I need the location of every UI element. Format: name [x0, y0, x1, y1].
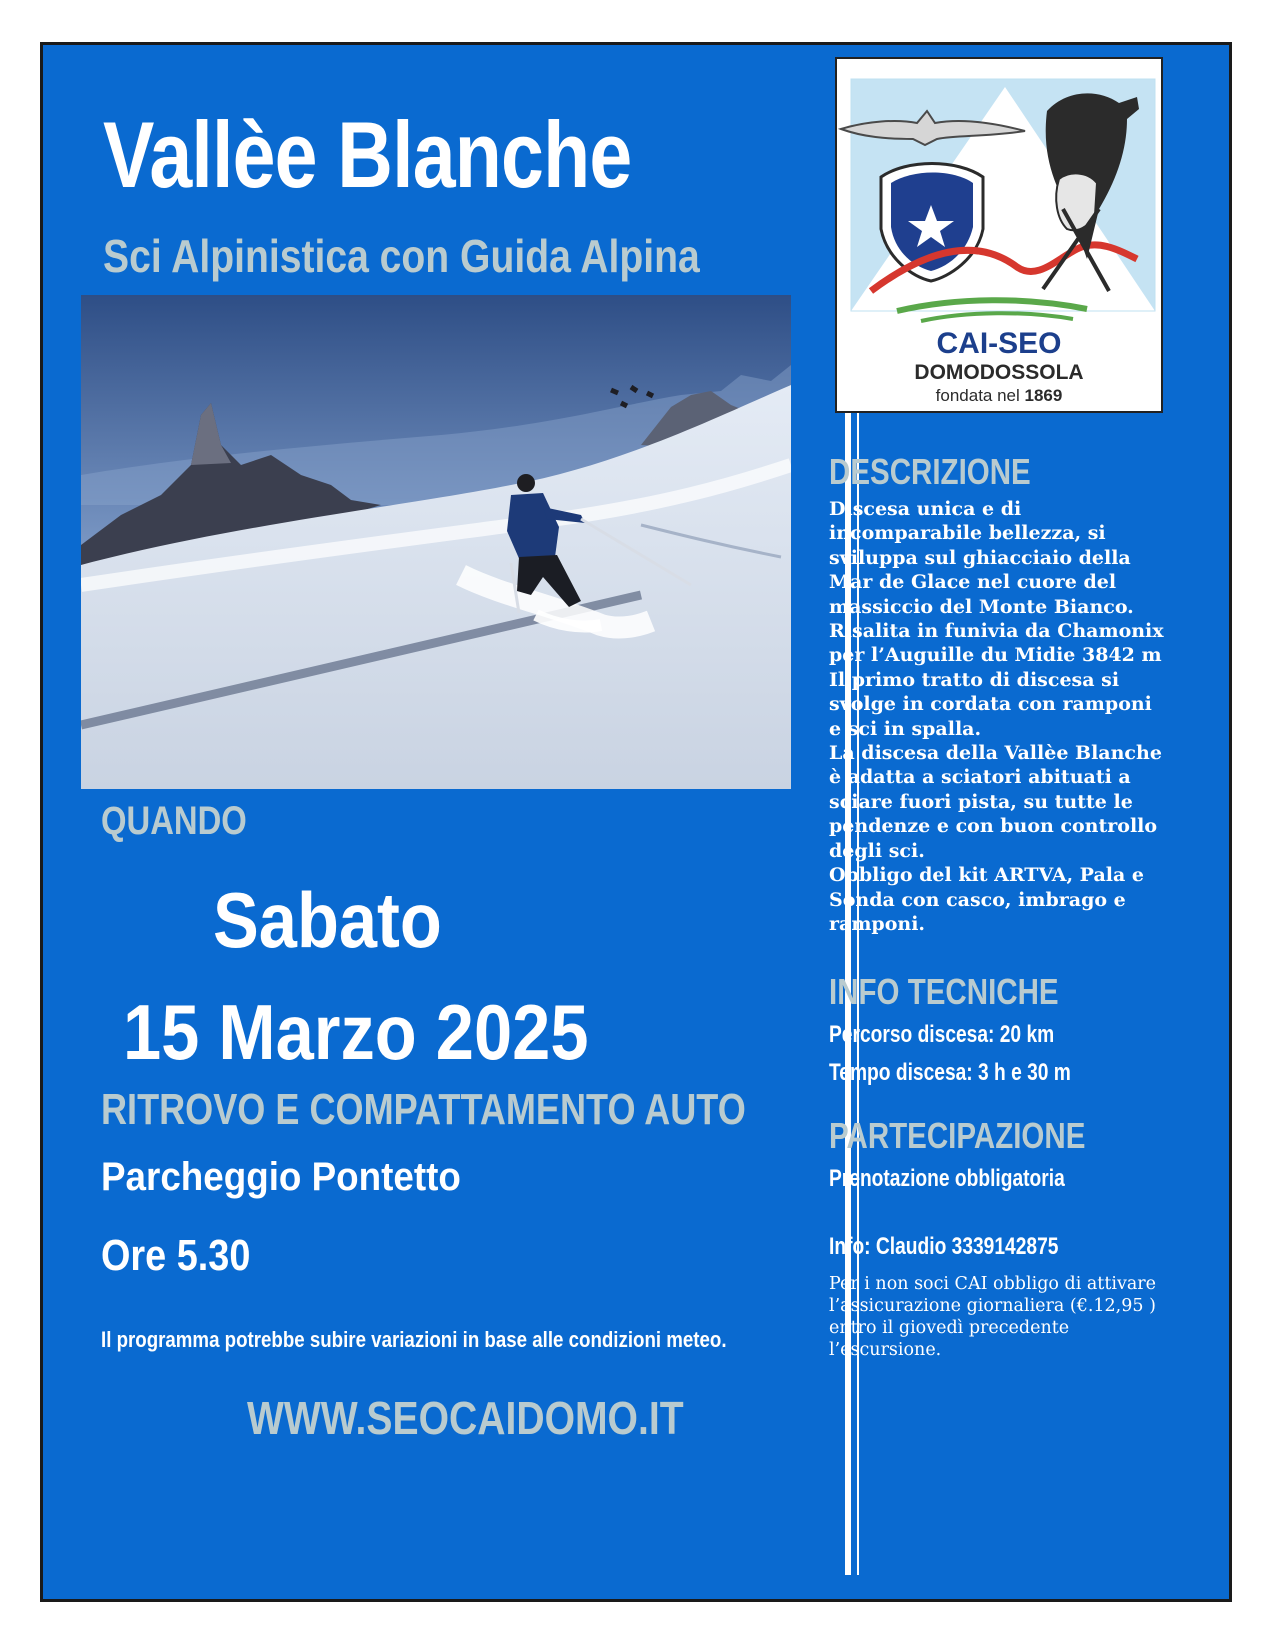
website-link[interactable]: WWW.SEOCAIDOMO.IT	[247, 1392, 684, 1444]
contact-info: Info: Claudio 3339142875	[829, 1233, 1059, 1260]
insurance-note: Per i non soci CAI obbligo di attivare l’assicurazione giornaliera (€.12,95 ) entro il giovedì precedente l’escursione.	[829, 1274, 1156, 1360]
participation-heading: PARTECIPAZIONE	[829, 1115, 1086, 1156]
technical-distance: Percorso discesa: 20 km	[829, 1021, 1055, 1048]
meeting-time: Ore 5.30	[101, 1231, 251, 1280]
logo-city: DOMODOSSOLA	[914, 361, 1084, 384]
technical-heading: INFO TECNICHE	[829, 971, 1059, 1012]
description-text: Discesa unica e di incomparabile bellezza, si sviluppa sul ghiacciaio della Mar de Glace nel cuore del massiccio del Monte Bianco. Risalita in funivia da Chamonix per l’Auguille du Midie 3842 m Il primo tratto di discesa si svolge in cordata con ramponi e sci in spalla. La discesa della Vallèe Blanche è adatta a sciatori abituati a sciare fuori pista, su tutte le pendenze e con buon controllo degli sci. Obbligo del kit ARTVA, Pala e Sonda con casco, imbrago e ramponi.	[829, 498, 1164, 935]
poster-title: Vallèe Blanche	[103, 102, 632, 207]
event-date: 15 Marzo 2025	[123, 988, 589, 1076]
description-heading: DESCRIZIONE	[829, 451, 1031, 492]
event-day: Sabato	[213, 876, 442, 964]
meeting-place: Parcheggio Pontetto	[101, 1155, 461, 1199]
when-label: QUANDO	[101, 799, 247, 843]
technical-duration: Tempo discesa: 3 h e 30 m	[829, 1059, 1071, 1086]
logo-name: CAI-SEO	[936, 327, 1062, 360]
event-poster	[40, 42, 1232, 1602]
skier-photo	[81, 295, 791, 789]
logo-founded-prefix: fondata nel	[935, 386, 1025, 405]
cai-seo-logo	[835, 57, 1163, 413]
logo-founded-year: 1869	[1024, 386, 1063, 405]
poster-subtitle: Sci Alpinistica con Guida Alpina	[103, 230, 700, 282]
meeting-label: RITROVO E COMPATTAMENTO AUTO	[101, 1085, 746, 1134]
logo-founded	[936, 386, 1063, 405]
program-note: Il programma potrebbe subire variazioni in base alle condizioni meteo.	[101, 1327, 727, 1352]
booking-text: Prenotazione obbligatoria	[829, 1165, 1065, 1192]
